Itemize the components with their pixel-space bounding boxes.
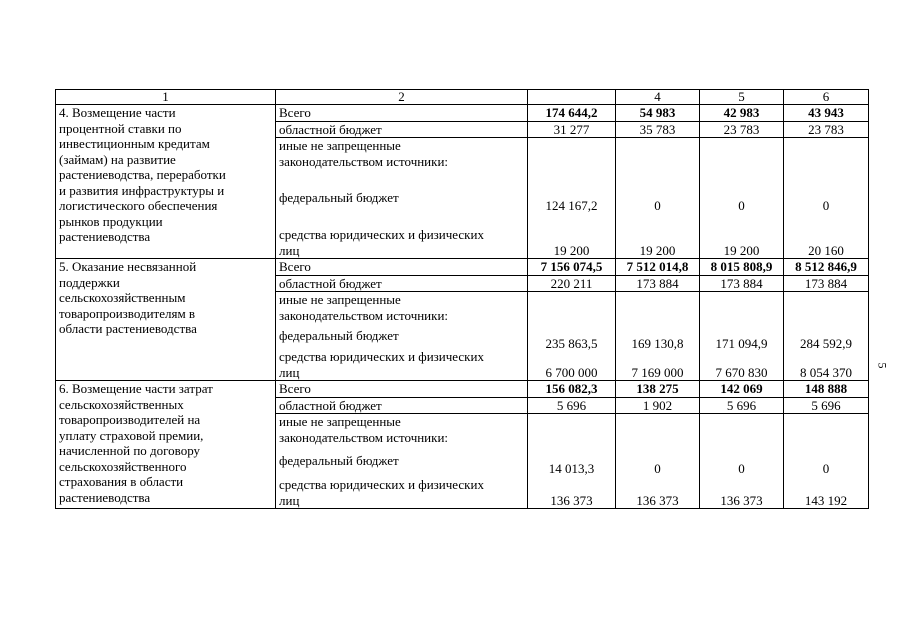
legal-entities-value: 143 192 — [804, 492, 848, 508]
legal-entities-value: 7 169 000 — [631, 364, 684, 380]
section-title-line: поддержки — [59, 274, 120, 290]
total-value: 138 275 — [616, 381, 700, 398]
section-title-line: рынков продукции — [59, 213, 163, 229]
other-sources-label: законодательством источники: — [279, 153, 449, 169]
legal-entities-label: лиц — [279, 364, 300, 380]
page-number: 5 — [875, 362, 890, 369]
federal-value: 124 167,2 — [545, 198, 598, 213]
regional-value: 220 211 — [528, 275, 616, 292]
total-value: 174 644,2 — [528, 105, 616, 122]
other-sources-values — [784, 138, 869, 259]
section-title-line: уплату страховой премии, — [59, 427, 204, 443]
other-sources-values — [784, 414, 869, 509]
federal-value: 0 — [738, 461, 745, 476]
other-sources-label: иные не запрещенные — [279, 138, 401, 153]
federal-value: 0 — [654, 198, 661, 213]
legal-entities-label: лиц — [279, 242, 300, 258]
section-title-line: сельскохозяйственного — [59, 458, 187, 474]
regional-value: 173 884 — [784, 275, 869, 292]
other-sources-label: иные не запрещенные — [279, 292, 401, 307]
legal-entities-label: средства юридических и физических — [279, 227, 484, 242]
other-sources-values — [700, 292, 784, 381]
federal-value: 0 — [654, 461, 661, 476]
legal-entities-label: средства юридических и физических — [279, 477, 484, 492]
section-title-line: сельскохозяйственным — [59, 290, 186, 305]
regional-value: 5 696 — [784, 397, 869, 414]
total-value: 156 082,3 — [528, 381, 616, 398]
other-sources-values — [616, 292, 700, 381]
section-title-line: растениеводства, переработки — [59, 167, 226, 182]
total-label: Всего — [276, 381, 528, 398]
section-title-line: сельскохозяйственных — [59, 396, 184, 412]
total-value: 148 888 — [784, 381, 869, 398]
federal-label: федеральный бюджет — [279, 190, 399, 206]
total-value: 42 983 — [700, 105, 784, 122]
federal-value: 235 863,5 — [545, 336, 598, 351]
regional-value: 5 696 — [528, 397, 616, 414]
section-title — [56, 105, 276, 259]
header-cell: 4 — [616, 90, 700, 105]
other-sources-values — [528, 292, 616, 381]
legal-entities-value: 6 700 000 — [545, 364, 598, 380]
regional-label: областной бюджет — [276, 275, 528, 292]
other-sources-values — [784, 292, 869, 381]
section-title-line: инвестиционным кредитам — [59, 136, 210, 151]
total-label: Всего — [276, 105, 528, 122]
other-sources-values — [528, 414, 616, 509]
other-sources-labels — [276, 138, 528, 259]
section-title-line: страхования в области — [59, 474, 184, 489]
other-sources-values — [700, 138, 784, 259]
regional-value: 35 783 — [616, 121, 700, 138]
regional-value: 23 783 — [700, 121, 784, 138]
section-title-line: 5. Оказание несвязанной — [59, 259, 197, 274]
header-cell: 6 — [784, 90, 869, 105]
total-value: 7 512 014,8 — [616, 259, 700, 276]
regional-value: 173 884 — [616, 275, 700, 292]
regional-value: 5 696 — [700, 397, 784, 414]
section-title — [56, 259, 276, 381]
section-title — [56, 381, 276, 509]
legal-entities-value: 19 200 — [639, 242, 676, 258]
section-title-line: области растениеводства — [59, 321, 197, 336]
section-title-line: товаропроизводителям в — [59, 305, 196, 321]
section-title-line: начисленной по договору — [59, 443, 201, 458]
federal-value: 0 — [822, 198, 830, 213]
regional-value: 1 902 — [616, 397, 700, 414]
federal-value: 284 592,9 — [800, 336, 852, 351]
other-sources-values — [700, 414, 784, 509]
section-title-line: (займам) на развитие — [59, 151, 176, 167]
total-value: 43 943 — [784, 105, 869, 122]
header-cell: 1 — [56, 90, 276, 105]
total-value: 7 156 074,5 — [528, 259, 616, 276]
federal-value: 0 — [738, 198, 745, 213]
header-cell: 2 — [276, 90, 528, 105]
federal-value: 14 013,3 — [548, 461, 595, 476]
other-sources-values — [616, 414, 700, 509]
total-value: 8 512 846,9 — [784, 259, 869, 276]
total-value: 8 015 808,9 — [700, 259, 784, 276]
legal-entities-label: средства юридических и физических — [279, 349, 484, 364]
other-sources-label: иные не запрещенные — [279, 414, 401, 429]
total-value: 142 069 — [700, 381, 784, 398]
header-row — [56, 90, 869, 105]
legal-entities-value: 136 373 — [636, 492, 679, 508]
regional-value: 173 884 — [700, 275, 784, 292]
budget-table — [55, 89, 869, 509]
federal-value: 171 094,9 — [715, 336, 768, 351]
regional-label: областной бюджет — [276, 397, 528, 414]
regional-value: 31 277 — [528, 121, 616, 138]
other-sources-values — [528, 138, 616, 259]
federal-label: федеральный бюджет — [279, 453, 399, 469]
legal-entities-value: 136 373 — [550, 492, 593, 508]
section-total-row — [56, 105, 869, 122]
legal-entities-label: лиц — [279, 492, 300, 508]
section-title-line: растениеводства — [59, 489, 151, 505]
other-sources-labels — [276, 292, 528, 381]
regional-label: областной бюджет — [276, 121, 528, 138]
section-title-line: 4. Возмещение части — [59, 105, 176, 120]
section-title-line: процентной ставки по — [59, 120, 182, 136]
legal-entities-value: 19 200 — [723, 242, 760, 258]
federal-label: федеральный бюджет — [279, 328, 399, 344]
total-label: Всего — [276, 259, 528, 276]
other-sources-values — [616, 138, 700, 259]
legal-entities-value: 20 160 — [808, 242, 844, 258]
total-value: 54 983 — [616, 105, 700, 122]
legal-entities-value: 19 200 — [553, 242, 590, 258]
other-sources-label: законодательством источники: — [279, 307, 449, 323]
federal-value: 169 130,8 — [631, 336, 684, 351]
section-title-line: логистического обеспечения — [59, 198, 218, 213]
legal-entities-value: 136 373 — [720, 492, 763, 508]
section-title-line: растениеводства — [59, 229, 151, 244]
legal-entities-value: 7 670 830 — [715, 364, 768, 380]
header-cell: 5 — [700, 90, 784, 105]
regional-value: 23 783 — [784, 121, 869, 138]
section-total-row — [56, 259, 869, 276]
section-total-row — [56, 381, 869, 398]
federal-value: 0 — [822, 461, 830, 476]
legal-entities-value: 8 054 370 — [800, 364, 852, 380]
header-cell — [528, 90, 616, 105]
other-sources-labels — [276, 414, 528, 509]
section-title-line: и развития инфраструктуры и — [59, 182, 225, 198]
other-sources-label: законодательством источники: — [279, 429, 449, 445]
section-title-line: товаропроизводителей на — [59, 412, 201, 427]
section-title-line: 6. Возмещение части затрат — [59, 381, 213, 396]
